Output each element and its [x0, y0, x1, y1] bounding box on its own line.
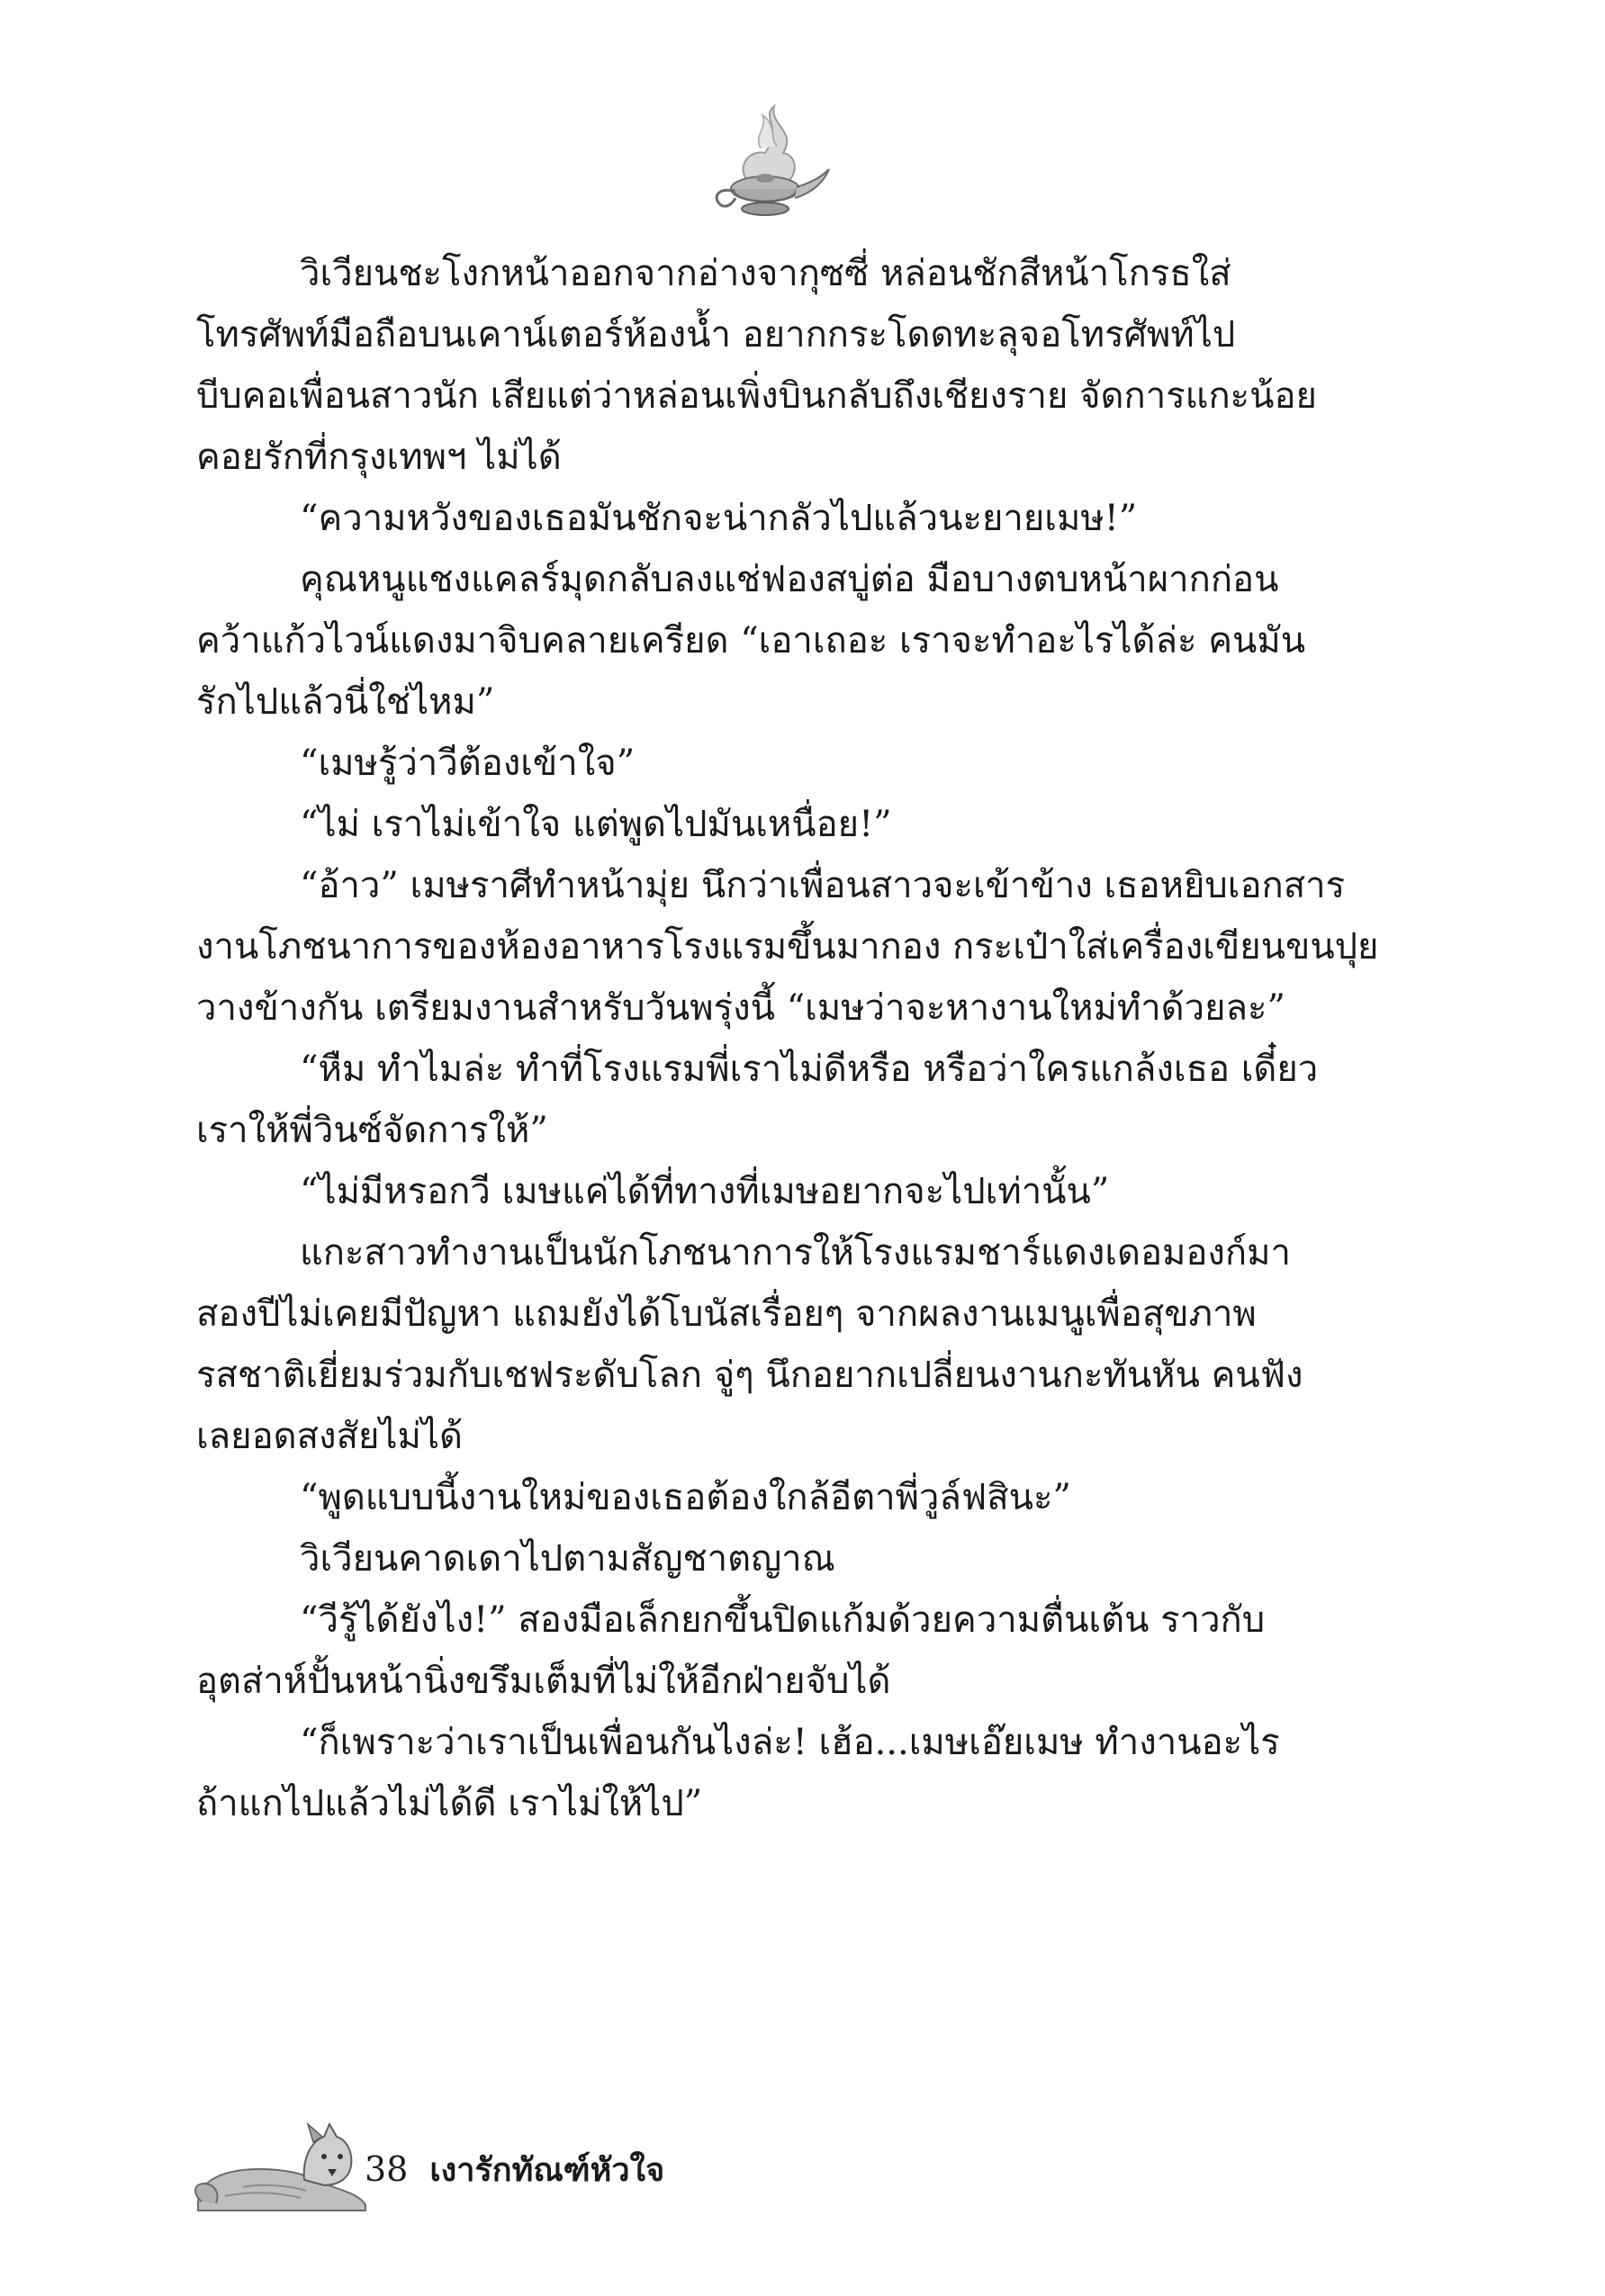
text-line: “เมษรู้ว่าวีต้องเข้าใจ”: [300, 743, 636, 784]
text-line: “หืม ทำไมล่ะ ทำที่โรงแรมพี่เราไม่ดีหรือ หรือว่าใครแกล้งเธอ เดี๋ยว: [300, 1049, 1319, 1090]
text-line: วิเวียนชะโงกหน้าออกจากอ่างจากุซซี่ หล่อนชักสีหน้าโกรธใส่: [300, 253, 1231, 294]
text-line: คุณหนูแชงแคลร์มุดกลับลงแช่ฟองสบู่ต่อ มือบางตบหน้าผากก่อน: [300, 559, 1279, 600]
wolf-icon: [189, 2097, 369, 2214]
text-line: “พูดแบบนี้งานใหม่ของเธอต้องใกล้อีตาพี่วูล์ฟสินะ”: [300, 1477, 1071, 1518]
text-line: “อ้าว” เมษราศีทำหน้ามุ่ย นึกว่าเพื่อนสาวจะเข้าข้าง เธอหยิบเอกสาร: [300, 865, 1346, 906]
text-line: ถ้าแกไปแล้วไม่ได้ดี เราไม่ให้ไป”: [196, 1783, 703, 1824]
book-title: เงารักทัณฑ์หัวใจ: [429, 2150, 665, 2189]
text-line: “ไม่ เราไม่เข้าใจ แต่พูดไปมันเหนื่อย!”: [300, 804, 892, 845]
text-line: อุตส่าห์ปั้นหน้านิ่งขรึมเต็มที่ไม่ให้อีกฝ่ายจับได้: [196, 1661, 891, 1702]
page-footer: [365, 2142, 664, 2196]
text-line: วางข้างกัน เตรียมงานสำหรับวันพรุ่งนี้ “เมษว่าจะหางานใหม่ทำด้วยละ”: [196, 987, 1285, 1029]
text-line: โทรศัพท์มือถือบนเคาน์เตอร์ห้องน้ำ อยากกระโดดทะลุจอโทรศัพท์ไป: [196, 314, 1236, 356]
text-line: รสชาติเยี่ยมร่วมกับเชฟระดับโลก จู่ๆ นึกอยากเปลี่ยนงานกะทันหัน คนฟัง: [196, 1355, 1303, 1396]
text-line: วิเวียนคาดเดาไปตามสัญชาตญาณ: [300, 1538, 835, 1580]
page-number: 38: [365, 2149, 409, 2189]
text-line: แกะสาวทำงานเป็นนักโภชนาการให้โรงแรมชาร์แดงเดอมองก์มา: [300, 1232, 1291, 1274]
text-line: งานโภชนาการของห้องอาหารโรงแรมขึ้นมากอง กระเป๋าใส่เครื่องเขียนขนปุย: [196, 926, 1379, 968]
text-line: เราให้พี่วินซ์จัดการให้”: [196, 1110, 548, 1151]
body-text: [196, 243, 1411, 1834]
text-line: “วีรู้ได้ยังไง!” สองมือเล็กยกขึ้นปิดแก้มด้วยความตื่นเต้น ราวกับ: [300, 1599, 1266, 1641]
magic-lamp-icon: [698, 99, 833, 234]
text-line: คว้าแก้วไวน์แดงมาจิบคลายเครียด “เอาเถอะ เราจะทำอะไรได้ล่ะ คนมัน: [196, 620, 1306, 662]
text-line: บีบคอเพื่อนสาวนัก เสียแต่ว่าหล่อนเพิ่งบินกลับถึงเชียงราย จัดการแกะน้อย: [196, 375, 1317, 417]
text-line: “ความหวังของเธอมันชักจะน่ากลัวไปแล้วนะยายเมษ!”: [300, 498, 1138, 539]
text-line: รักไปแล้วนี่ใช่ไหม”: [196, 681, 495, 723]
text-line: “ก็เพราะว่าเราเป็นเพื่อนกันไงล่ะ! เฮ้อ...เมษเอ๊ยเมษ ทำงานอะไร: [300, 1722, 1280, 1763]
text-line: คอยรักที่กรุงเทพฯ ไม่ได้: [196, 437, 562, 478]
text-line: เลยอดสงสัยไม่ได้: [196, 1416, 463, 1457]
text-line: “ไม่มีหรอกวี เมษแค่ได้ที่ทางที่เมษอยากจะไปเท่านั้น”: [300, 1171, 1110, 1212]
text-line: สองปีไม่เคยมีปัญหา แถมยังได้โบนัสเรื่อยๆ จากผลงานเมนูเพื่อสุขภาพ: [196, 1293, 1257, 1335]
